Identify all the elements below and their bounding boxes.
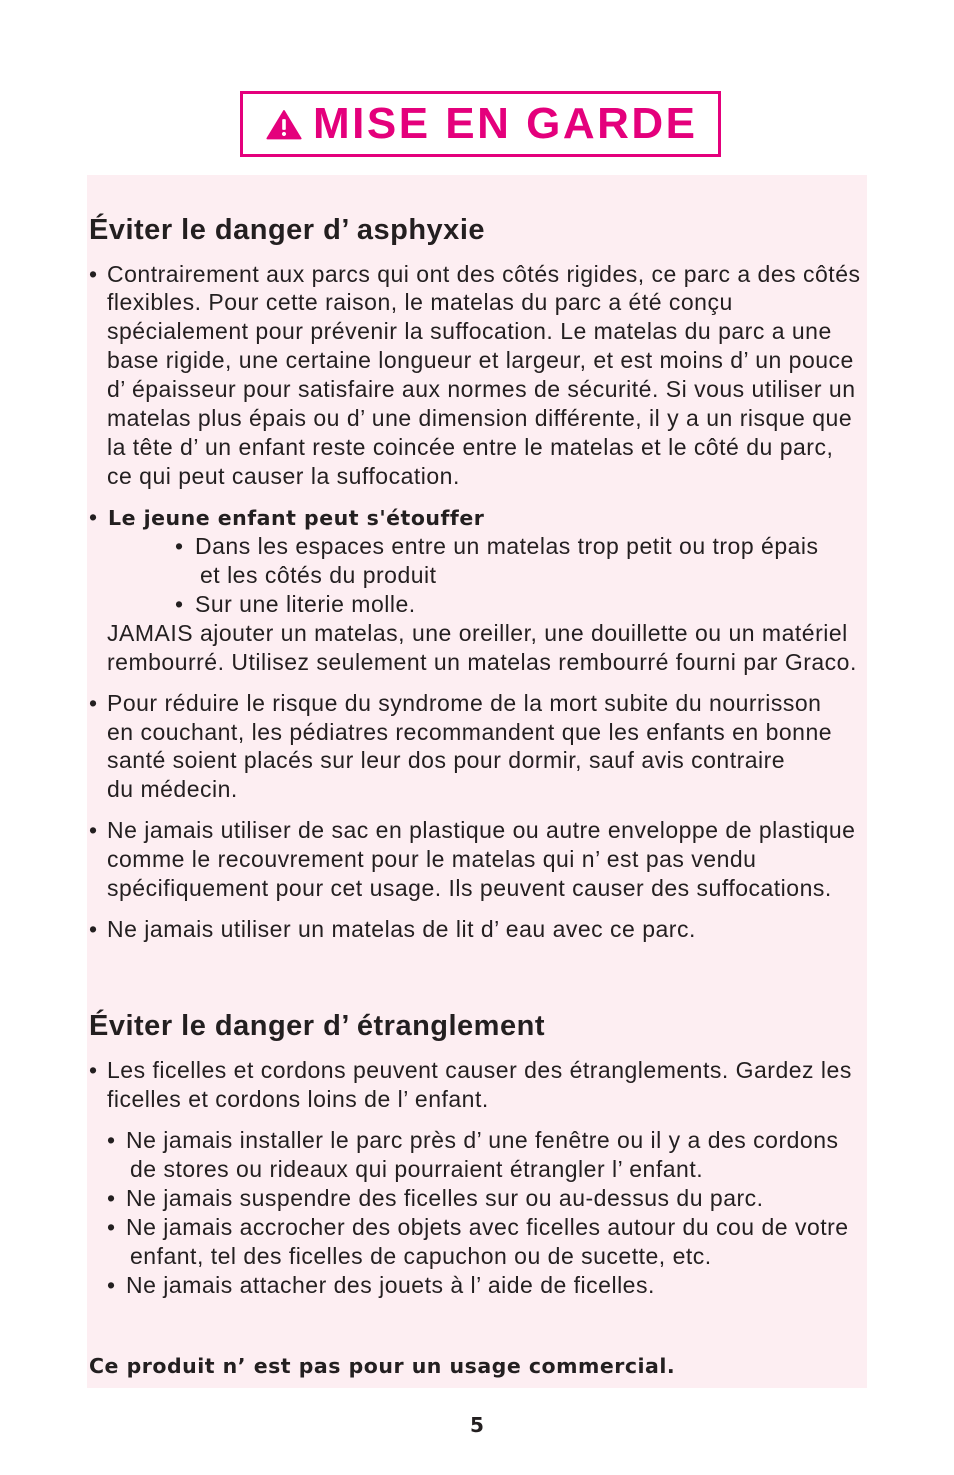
warning-banner	[240, 91, 721, 157]
asphyxie-item-3-line-3: santé soient placés sur leur dos pour dormir, sauf avis contraire	[107, 747, 786, 773]
asphyxie-item-4-line-2: comme le recouvrement pour le matelas qui n’ est pas vendu	[107, 846, 757, 872]
asphyxie-item-4-line-1	[89, 816, 855, 845]
bullet-text: Les ficelles et cordons peuvent causer des étranglements. Gardez les	[107, 1057, 852, 1083]
page-number: 5	[470, 1413, 484, 1437]
asphyxie-item-2-sub-2-line-1	[175, 590, 416, 619]
etranglement-sub-1-line-1	[107, 1126, 839, 1155]
asphyxie-item-2-note-line-2: rembourré. Utilisez seulement un matelas rembourré fourni par Graco.	[107, 649, 857, 675]
etranglement-sub-2-line-1	[107, 1184, 764, 1213]
bullet-glyph: •	[89, 817, 98, 843]
bullet-text: Ne jamais suspendre des ficelles sur ou au-dessus du parc.	[126, 1185, 764, 1211]
etranglement-item-1-line-2: ficelles et cordons loins de l’ enfant.	[107, 1086, 489, 1112]
bullet-text: Ne jamais utiliser de sac en plastique ou autre enveloppe de plastique	[107, 817, 856, 843]
bullet-text: Ne jamais attacher des jouets à l’ aide de ficelles.	[126, 1272, 655, 1298]
bullet-text: Contrairement aux parcs qui ont des côtés rigides, ce parc a des côtés	[107, 261, 861, 287]
asphyxie-item-2-sub-1-line-1	[175, 532, 819, 561]
etranglement-sub-4-line-1	[107, 1271, 655, 1300]
etranglement-sub-3-line-1	[107, 1213, 849, 1242]
bullet-glyph: •	[175, 533, 184, 559]
asphyxie-item-3-line-4: du médecin.	[107, 776, 238, 802]
asphyxie-item-5-line-1	[89, 915, 696, 944]
bullet-glyph: •	[107, 1272, 116, 1298]
bullet-glyph: •	[107, 1127, 116, 1153]
bullet-text: Ne jamais accrocher des objets avec ficelles autour du cou de votre	[126, 1214, 849, 1240]
bullet-glyph: •	[89, 690, 98, 716]
asphyxie-item-1-line-6: matelas plus épais ou d’ une dimension différente, il y a un risque que	[107, 405, 853, 431]
bullet-glyph: •	[89, 261, 98, 287]
asphyxie-item-1-line-5: d’ épaisseur pour satisfaire aux normes de sécurité. Si vous utiliser un	[107, 376, 856, 402]
asphyxie-item-2-note-line-1: JAMAIS ajouter un matelas, une oreiller, une douillette ou un matériel	[107, 620, 848, 646]
asphyxie-item-1-line-3: spécialement pour prévenir la suffocation. Le matelas du parc a une	[107, 318, 832, 344]
heading-etranglement: Éviter le danger d’ étranglement	[89, 1010, 545, 1042]
bullet-glyph: •	[89, 1057, 98, 1083]
bullet-text: Dans les espaces entre un matelas trop petit ou trop épais	[195, 533, 819, 559]
etranglement-item-1-line-1	[89, 1056, 852, 1085]
choking-warning-title: Le jeune enfant peut s'étouffer	[108, 506, 485, 530]
asphyxie-item-1-line-7: la tête d’ un enfant reste coincée entre le matelas et le côté du parc,	[107, 434, 834, 460]
asphyxie-item-2-title-line	[89, 503, 484, 533]
asphyxie-item-1-line-4: base rigide, une certaine longueur et largeur, et est moins d’ un pouce	[107, 347, 854, 373]
etranglement-sub-1-line-2: de stores ou rideaux qui pourraient étrangler l’ enfant.	[130, 1156, 704, 1182]
bullet-glyph: •	[89, 504, 98, 530]
asphyxie-item-2-sub-1-line-2: et les côtés du produit	[200, 562, 437, 588]
bullet-text: Ne jamais utiliser un matelas de lit d’ eau avec ce parc.	[107, 916, 696, 942]
bullet-glyph: •	[89, 916, 98, 942]
commercial-use-note: Ce produit n’ est pas pour un usage commercial.	[89, 1354, 676, 1378]
asphyxie-item-3-line-1	[89, 689, 821, 718]
bullet-glyph: •	[175, 591, 184, 617]
bullet-text: Ne jamais installer le parc près d’ une fenêtre ou il y a des cordons	[126, 1127, 839, 1153]
asphyxie-item-4-line-3: spécifiquement pour cet usage. Ils peuvent causer des suffocations.	[107, 875, 832, 901]
asphyxie-item-1-line-2: flexibles. Pour cette raison, le matelas du parc a été conçu	[107, 289, 733, 315]
heading-asphyxie: Éviter le danger d’ asphyxie	[89, 214, 485, 246]
bullet-glyph: •	[107, 1214, 116, 1240]
asphyxie-item-1-line-8: ce qui peut causer la suffocation.	[107, 463, 460, 489]
bullet-glyph: •	[107, 1185, 116, 1211]
bullet-text: Sur une literie molle.	[195, 591, 416, 617]
etranglement-sub-3-line-2: enfant, tel des ficelles de capuchon ou de sucette, etc.	[130, 1243, 712, 1269]
asphyxie-item-1-line-1	[89, 260, 860, 289]
warning-title: MISE EN GARDE	[312, 99, 698, 148]
bullet-text: Pour réduire le risque du syndrome de la mort subite du nourrisson	[107, 690, 822, 716]
asphyxie-item-3-line-2: en couchant, les pédiatres recommandent que les enfants en bonne	[107, 719, 833, 745]
warning-triangle-icon	[266, 109, 302, 140]
